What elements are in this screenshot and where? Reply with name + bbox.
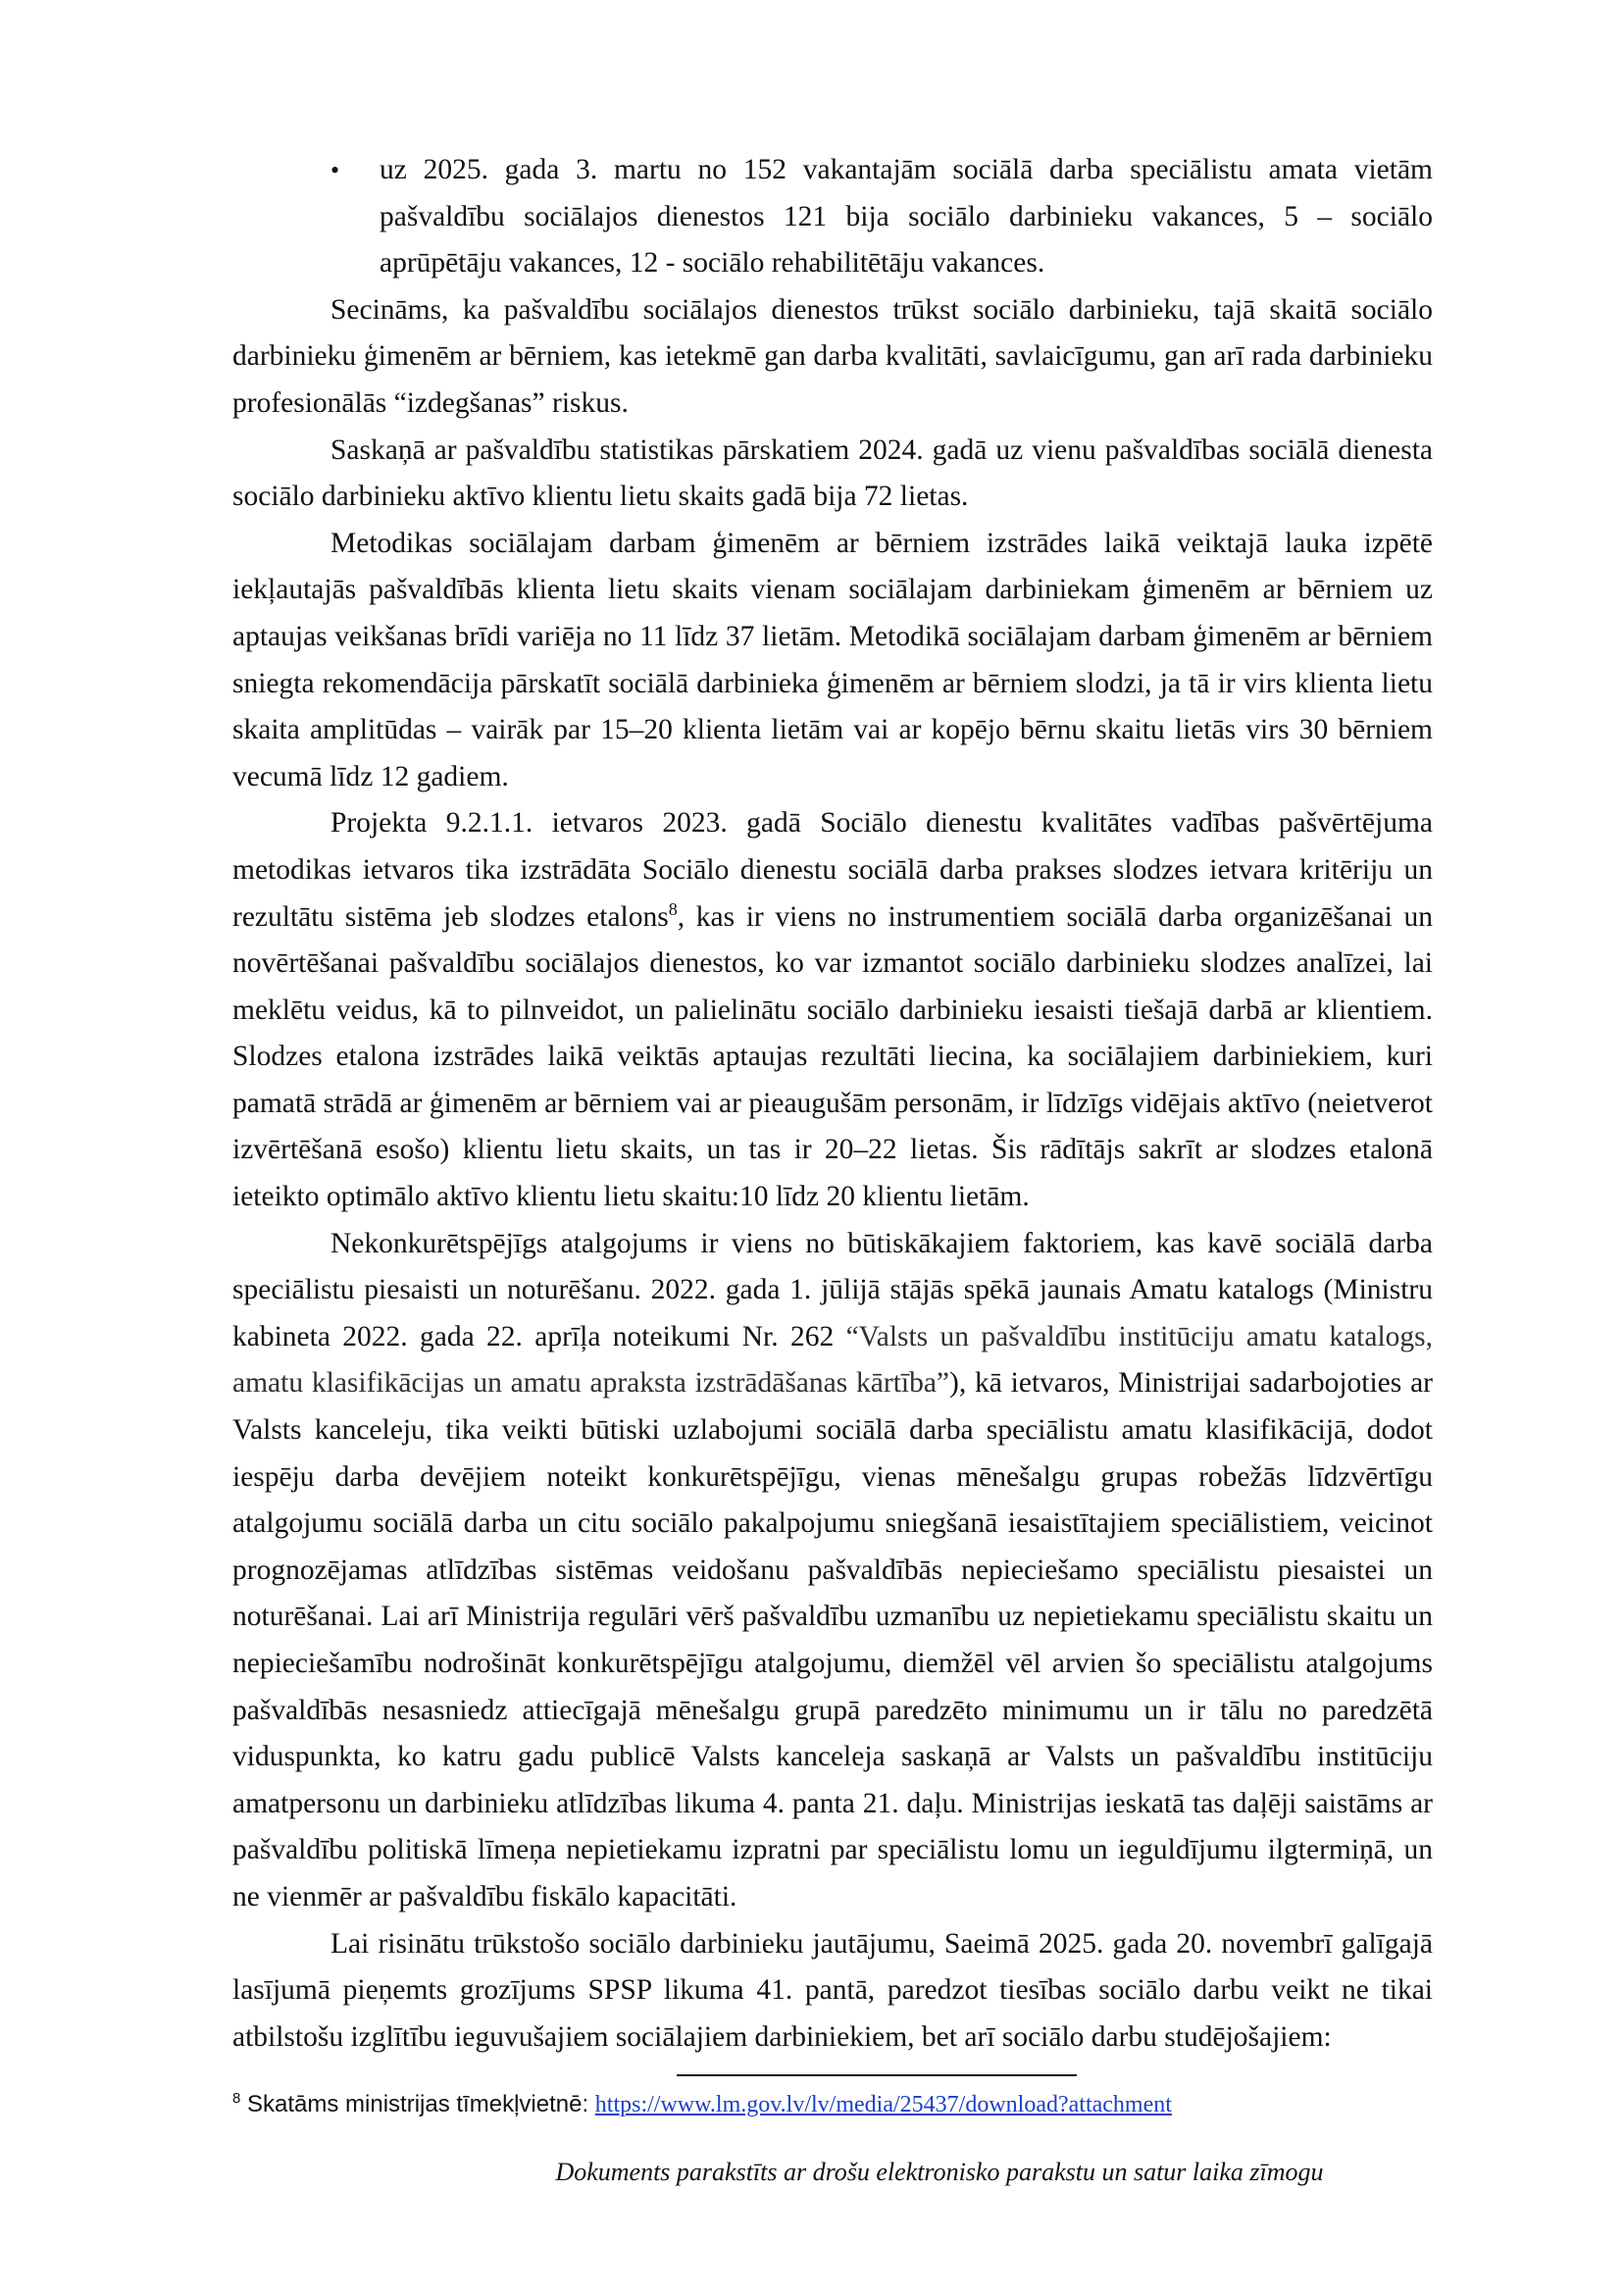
signature-notice: Dokuments parakstīts ar drošu elektronisko parakstu un satur laika zīmogu	[555, 2158, 1324, 2186]
footnote	[232, 2090, 1172, 2119]
bullet-item	[232, 147, 1433, 287]
footnote-text: Skatāms ministrijas tīmekļvietnē:	[240, 2091, 595, 2117]
document-body	[232, 147, 1433, 2061]
paragraph-conclusion: Secināms, ka pašvaldību sociālajos dienestos trūkst sociālo darbinieku, tajā skaitā sociālo darbinieku ģimenēm ar bērniem, kas ietekmē gan darba kvalitāti, savlaicīgumu, gan arī rada darbinieku profesionālās “izdegšanas” riskus.	[232, 293, 1433, 419]
paragraph-statistics: Saskaņā ar pašvaldību statistikas pārskatiem 2024. gadā uz vienu pašvaldības sociālā dienesta sociālo darbinieku aktīvo klientu lietu skaits gadā bija 72 lietas.	[232, 433, 1433, 513]
paragraph-salary-part-a: Nekonkurētspējīgs atalgojums ir viens no būtiskākajiem faktoriem, kas kavē sociālā darba speciālistu piesaisti un noturēšanu. 2022. gada 1. jūlijā stājās spēkā jaunais Amatu katalogs (Ministru kabineta 2022. gada 22. aprīļa noteikumi Nr. 262	[232, 1227, 1433, 1352]
footnote-number: 8	[232, 2090, 241, 2107]
paragraph-project-part-a: Projekta 9.2.1.1. ietvaros 2023. gadā Sociālo dienestu kvalitātes vadības pašvērtējuma metodikas ietvaros tika izstrādāta Sociālo dienestu sociālā darba prakses slodzes ietvara kritēriju un rezultātu sistēma jeb slodzes etalons	[232, 807, 1433, 933]
footnote-link[interactable]: https://www.lm.gov.lv/lv/media/25437/download?attachment	[594, 2092, 1172, 2117]
paragraph-salary-part-b: ), kā ietvaros, Ministrijai sadarbojoties ar Valsts kanceleju, tika veikti būtiski uzlabojumi sociālā darba speciālistu amatu klasifikācijā, dodot iespēju darba devējiem noteikt konkurētspējīgu, vienas mēnešalgu grupas robežās līdzvērtīgu atalgojumu sociālā darba un citu sociālo pakalpojumu sniegšanā iesaistītajiem speciālistiem, veicinot prognozējamas atlīdzības sistēmas veidošanu pašvaldībās nepieciešamo speciālistu piesaistei un noturēšanai. Lai arī Ministrija regulāri vērš pašvaldību uzmanību uz nepietiekamu speciālistu skaitu un nepieciešamību nodrošināt konkurētspējīgu atalgojumu, diemžēl vēl arvien šo speciālistu atalgojums pašvaldībās nesasniedz attiecīgajā mēnešalgu grupā paredzēto minimumu un ir tālu no paredzētā viduspunkta, ko katru gadu publicē Valsts kanceleja saskaņā ar Valsts un pašvaldību institūciju amatpersonu un darbinieku atlīdzības likuma 4. panta 21. daļu. Ministrijas ieskatā tas daļēji saistāms ar pašvaldību politiskā līmeņa nepietiekamu izpratni par speciālistu lomu un ieguldījumu ilgtermiņā, un ne vienmēr ar pašvaldību fiskālo kapacitāti.	[232, 1367, 1433, 1912]
paragraph-project	[232, 800, 1433, 1220]
paragraph-salary	[232, 1221, 1433, 1921]
footnote-divider	[677, 2074, 1077, 2076]
paragraph-methodology: Metodikas sociālajam darbam ģimenēm ar bērniem izstrādes laikā veiktajā lauka izpētē iekļautajās pašvaldībās klienta lietu skaits vienam sociālajam darbiniekam ģimenēm ar bērniem uz aptaujas veikšanas brīdi variēja no 11 līdz 37 lietām. Metodikā sociālajam darbam ģimenēm ar bērniem sniegta rekomendācija pārskatīt sociālā darbinieka ģimenēm ar bērniem slodzi, ja tā ir virs klienta lietu skaita amplitūdas – vairāk par 15–20 klienta lietām vai ar kopējo bērnu skaitu lietās virs 30 bērniem vecumā līdz 12 gadiem.	[232, 527, 1433, 792]
footnote-reference[interactable]: 8	[668, 898, 678, 919]
regulation-title: “Valsts un pašvaldību institūciju amatu katalogs, amatu klasifikācijas un amatu apraksta izstrādāšanas kārtība”	[232, 1320, 1434, 1400]
bullet-text: uz 2025. gada 3. martu no 152 vakantajām sociālā darba speciālistu amata vietām pašvaldību sociālajos dienestos 121 bija sociālo darbinieku vakances, 5 – sociālo aprūpētāju vakances, 12 - sociālo rehabilitētāju vakances.	[380, 154, 1433, 280]
bullet-icon: •	[330, 156, 340, 184]
paragraph-amendment: Lai risinātu trūkstošo sociālo darbinieku jautājumu, Saeimā 2025. gada 20. novembrī galīgajā lasījumā pieņemts grozījums SPSP likuma 41. pantā, paredzot tiesības sociālo darbu veikt ne tikai atbilstošu izglītību ieguvušajiem sociālajiem darbiniekiem, bet arī sociālo darbu studējošajiem:	[232, 1927, 1433, 2053]
paragraph-project-part-b: , kas ir viens no instrumentiem sociālā darba organizēšanai un novērtēšanai pašvaldību sociālajos dienestos, ko var izmantot sociālo darbinieku slodzes analīzei, lai meklētu veidus, kā to pilnveidot, un palielinātu sociālo darbinieku iesaisti tiešajā darbā ar klientiem. Slodzes etalona izstrādes laikā veiktās aptaujas rezultāti liecina, ka sociālajiem darbiniekiem, kuri pamatā strādā ar ģimenēm ar bērniem vai ar pieaugušām personām, ir līdzīgs vidējais aktīvo (neietverot izvērtēšanā esošo) klientu lietu skaits, un tas ir 20–22 lietas. Šis rādītājs sakrīt ar slodzes etalonā ieteikto optimālo aktīvo klientu lietu skaitu:10 līdz 20 klientu lietām.	[232, 900, 1433, 1213]
